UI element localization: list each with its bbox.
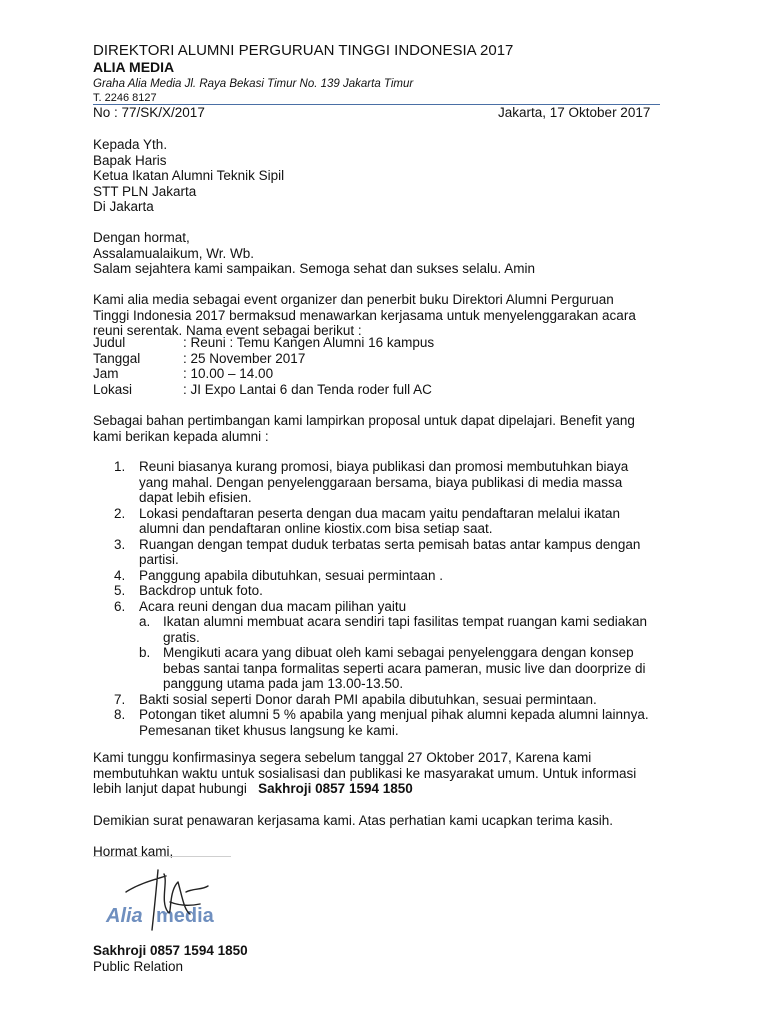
benefit-line: alumni dan pendaftaran online kiostix.com bisa setiap saat. bbox=[139, 521, 493, 536]
greeting-line: Assalamualaikum, Wr. Wb. bbox=[93, 245, 255, 261]
event-detail-value: : 10.00 – 14.00 bbox=[183, 366, 274, 381]
event-detail-value: : Reuni : Temu Kangen Alumni 16 kampus bbox=[183, 335, 435, 350]
benefit-line: Pemesanan tiket khusus langsung ke kami. bbox=[139, 722, 399, 738]
benefit-intro-line: Sebagai bahan pertimbangan kami lampirkan proposal untuk dapat dipelajari. Benefit yang bbox=[93, 413, 635, 428]
benefit-line: Potongan tiket alumni 5 % apabila yang menjual pihak alumni kepada alumni lainnya. bbox=[139, 707, 649, 722]
event-detail-row bbox=[93, 335, 653, 351]
benefit-line: bebas santai tanpa formalitas seperti acara pameran, music live dan doorprize di bbox=[163, 660, 646, 676]
benefit-number: 8. bbox=[114, 707, 126, 722]
benefit-subitem bbox=[93, 645, 683, 692]
signatory-name: Sakhroji 0857 1594 1850 bbox=[93, 943, 248, 958]
recipient-line: Ketua Ikatan Alumni Teknik Sipil bbox=[93, 168, 285, 183]
regards: Hormat kami, bbox=[93, 844, 174, 859]
benefit-intro bbox=[93, 413, 683, 444]
recipient-line: Kepada Yth. bbox=[93, 137, 168, 152]
benefit-item bbox=[93, 583, 683, 599]
intro-line: Tinggi Indonesia 2017 bermaksud menawarkan kerjasama untuk menyelenggarakan acara bbox=[93, 307, 636, 323]
letterhead-company: ALIA MEDIA bbox=[93, 59, 175, 75]
benefit-line: dapat lebih efisien. bbox=[139, 490, 252, 505]
stamp-text-left: Alia bbox=[106, 905, 143, 927]
benefit-text bbox=[163, 645, 683, 692]
recipient-line: Bapak Haris bbox=[93, 152, 167, 168]
benefit-item bbox=[93, 707, 683, 738]
letterhead-title: DIREKTORI ALUMNI PERGURUAN TINGGI INDONESIA 2017 bbox=[93, 42, 514, 59]
confirmation-line: membutuhkan waktu untuk sosialisasi dan publikasi ke masyarakat umum. Untuk informasi bbox=[93, 765, 637, 781]
event-detail-row bbox=[93, 351, 653, 367]
benefit-intro-line: kami berikan kepada alumni : bbox=[93, 428, 269, 444]
confirmation-line: Kami tunggu konfirmasinya segera sebelum tanggal 27 Oktober 2017, Karena kami bbox=[93, 750, 592, 765]
intro-line: reuni serentak. Nama event sebagai berikut : bbox=[93, 323, 362, 338]
reference-number: No : 77/SK/X/2017 bbox=[93, 105, 205, 120]
signature-stamp-graphic bbox=[98, 862, 230, 938]
benefit-line: Backdrop untuk foto. bbox=[139, 583, 263, 598]
benefit-text bbox=[139, 537, 683, 568]
contact-person: Sakhroji 0857 1594 1850 bbox=[258, 781, 413, 796]
event-detail-label: Lokasi bbox=[93, 381, 133, 397]
benefit-number: 1. bbox=[114, 459, 126, 474]
recipient-line: Di Jakarta bbox=[93, 199, 154, 214]
benefit-text bbox=[139, 707, 683, 738]
recipient-block bbox=[93, 137, 683, 215]
benefit-subnumber: a. bbox=[139, 614, 151, 629]
benefit-item bbox=[93, 692, 683, 708]
benefit-number: 4. bbox=[114, 567, 126, 583]
confirmation-contact-line bbox=[93, 781, 683, 797]
benefit-line: Lokasi pendaftaran peserta dengan dua macam yaitu pendaftaran melalui ikatan bbox=[139, 505, 621, 521]
event-detail-value: : 25 November 2017 bbox=[183, 350, 306, 366]
event-detail-label: Judul bbox=[93, 335, 126, 350]
benefit-item bbox=[93, 599, 683, 615]
benefit-text bbox=[139, 692, 683, 708]
confirmation-paragraph bbox=[93, 750, 683, 797]
benefit-number: 2. bbox=[114, 505, 126, 521]
event-details bbox=[93, 335, 653, 397]
intro-line: Kami alia media sebagai event organizer dan penerbit buku Direktori Alumni Perguruan bbox=[93, 292, 614, 307]
benefit-text bbox=[139, 568, 683, 584]
event-detail-row bbox=[93, 382, 653, 398]
company-stamp bbox=[98, 862, 230, 938]
letterhead-address: Graha Alia Media Jl. Raya Bekasi Timur No. 139 Jakarta Timur bbox=[93, 78, 414, 90]
signatory-role: Public Relation bbox=[93, 959, 184, 974]
benefit-line: gratis. bbox=[163, 629, 200, 645]
benefit-subitem bbox=[93, 614, 683, 645]
closing-sentence: Demikian surat penawaran kerjasama kami. Atas perhatian kami ucapkan terima kasih. bbox=[93, 813, 613, 828]
signature-divider bbox=[93, 856, 231, 857]
benefit-number: 3. bbox=[114, 536, 126, 552]
greeting-line: Dengan hormat, bbox=[93, 230, 190, 245]
letterhead-phone: T. 2246 8127 bbox=[93, 92, 157, 104]
benefit-line: Reuni biasanya kurang promosi, biaya publikasi dan promosi membutuhkan biaya bbox=[139, 459, 629, 474]
benefit-text bbox=[139, 599, 683, 615]
event-detail-label: Jam bbox=[93, 366, 119, 381]
benefit-text bbox=[163, 614, 683, 645]
benefit-line: panggung utama pada jam 13.00-13.50. bbox=[163, 676, 404, 691]
stamp-text-right: media bbox=[156, 905, 214, 927]
event-detail-label: Tanggal bbox=[93, 350, 141, 366]
letter-date: Jakarta, 17 Oktober 2017 bbox=[498, 105, 651, 120]
benefit-line: partisi. bbox=[139, 552, 179, 567]
benefit-text bbox=[139, 506, 683, 537]
benefit-item bbox=[93, 568, 683, 584]
benefit-item bbox=[93, 537, 683, 568]
recipient-line: STT PLN Jakarta bbox=[93, 183, 197, 199]
benefit-number: 5. bbox=[114, 583, 126, 598]
benefit-line: Panggung apabila dibutuhkan, sesuai permintaan . bbox=[139, 567, 443, 583]
benefit-line: Mengikuti acara yang dibuat oleh kami sebagai penyelenggara dengan konsep bbox=[163, 645, 634, 660]
benefit-line: Ruangan dengan tempat duduk terbatas serta pemisah batas antar kampus dengan bbox=[139, 536, 641, 552]
benefit-subnumber: b. bbox=[139, 645, 151, 660]
greeting-line: Salam sejahtera kami sampaikan. Semoga sehat dan sukses selalu. Amin bbox=[93, 261, 535, 276]
benefit-line: Ikatan alumni membuat acara sendiri tapi fasilitas tempat ruangan kami sediakan bbox=[163, 614, 648, 629]
benefit-text bbox=[139, 583, 683, 599]
benefit-item bbox=[93, 459, 683, 506]
benefit-number: 7. bbox=[114, 691, 126, 707]
benefit-number: 6. bbox=[114, 598, 126, 614]
intro-paragraph bbox=[93, 292, 683, 339]
benefits-list bbox=[93, 459, 683, 738]
contact-prefix: lebih lanjut dapat hubungi bbox=[93, 781, 259, 796]
benefit-line: Acara reuni dengan dua macam pilihan yaitu bbox=[139, 598, 407, 614]
benefit-item bbox=[93, 506, 683, 537]
benefit-text bbox=[139, 459, 683, 506]
benefit-line: Bakti sosial seperti Donor darah PMI apabila dibutuhkan, sesuai permintaan. bbox=[139, 691, 597, 707]
event-detail-value: : JI Expo Lantai 6 dan Tenda roder full AC bbox=[183, 381, 432, 397]
benefit-line: yang mahal. Dengan penyelenggaraan bersama, biaya publikasi di media massa bbox=[139, 474, 623, 490]
event-detail-row bbox=[93, 366, 653, 382]
greeting-block bbox=[93, 230, 683, 277]
